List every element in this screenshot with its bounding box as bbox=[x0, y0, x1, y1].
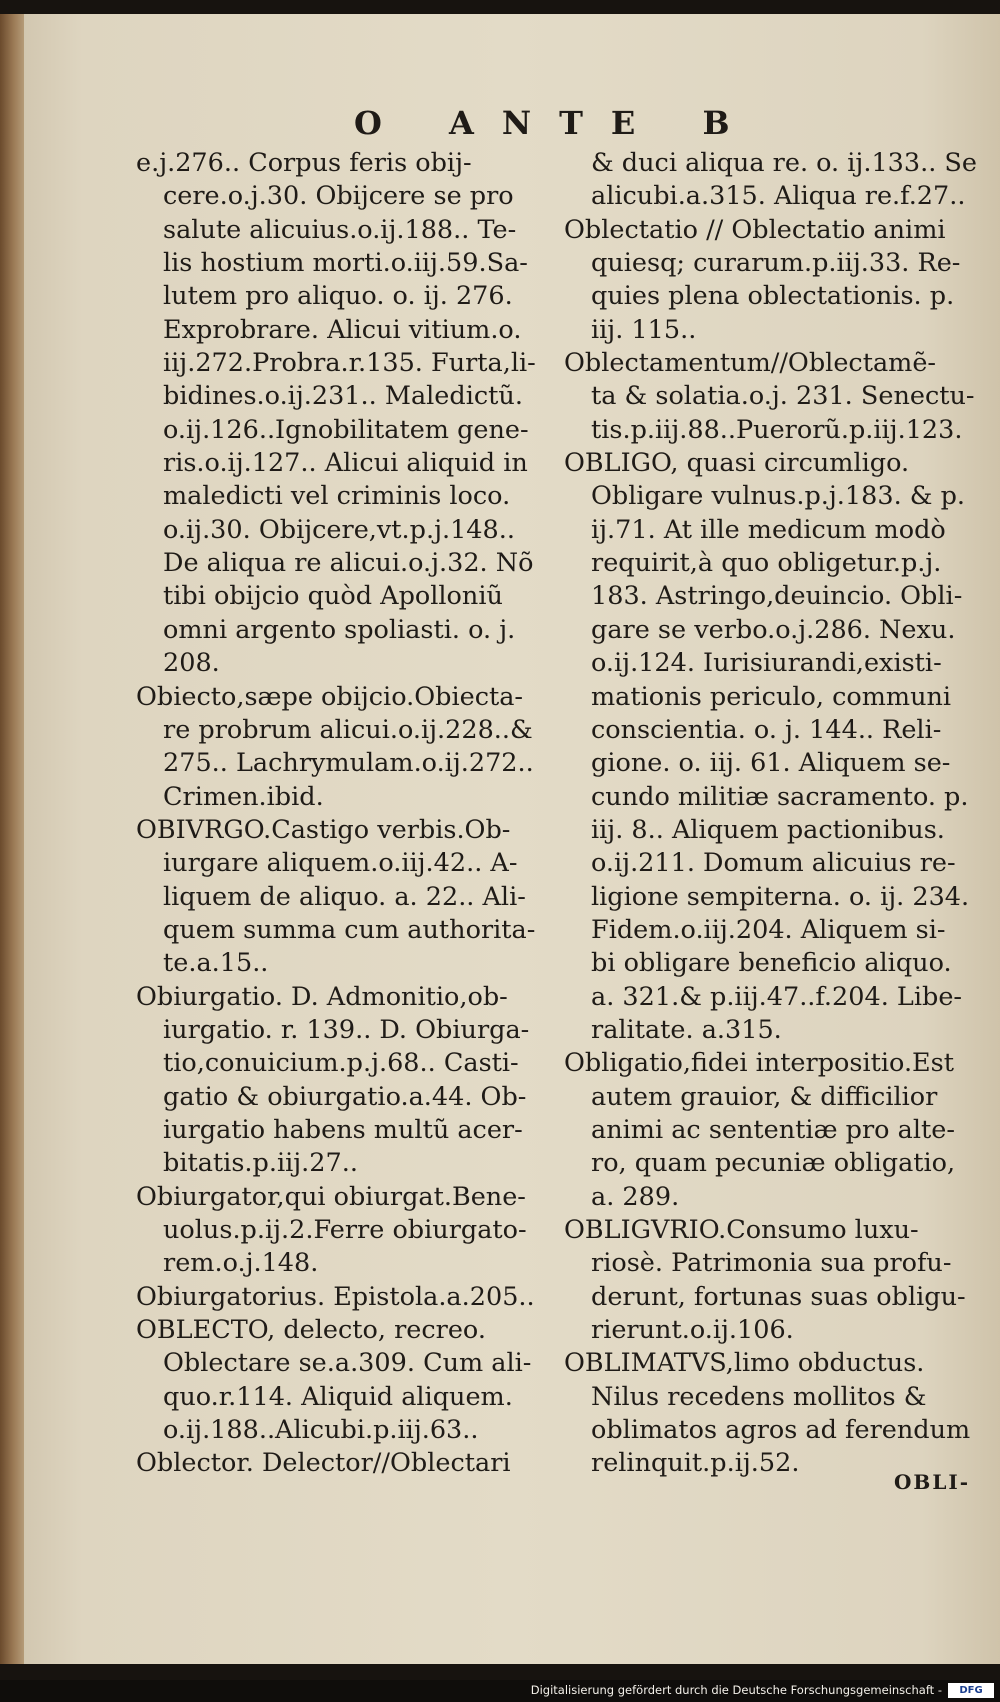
dictionary-entry: OBLECTO, delecto, recreo. Oblectare se.a.309. Cum ali- quo.r.114. Aliquid aliquem. o.ij.188..Alicubi.p.iij.63.. bbox=[136, 1315, 532, 1446]
running-head: O ANTE B bbox=[354, 104, 758, 142]
dfg-logo: DFG bbox=[948, 1683, 994, 1698]
catchword: OBLI- bbox=[894, 1470, 971, 1494]
dictionary-entry: Obiurgatio. D. Admonitio,ob- iurgatio. r. 139.. D. Obiurga- tio,conuicium.p.j.68.. Casti- gatio & obiurgatio.a.44. Ob- iurgatio habens multũ acer- bitatis.p.iij.27.. bbox=[136, 981, 530, 1179]
dictionary-entry: OBLIGO, quasi circumligo. Obligare vulnus.p.j.183. & p. ij.71. At ille medicum modò requirit,à quo obligetur.p.j. 183. Astringo,deuincio. Obli- gare se verbo.o.j.286. Nexu. o.ij.124. Iurisiurandi,existi- mationis periculo, communi conscientia. o. j. 144.. Reli- gione. o. iij. 61. Aliquem se- cundo militiæ sacramento. p. iij. 8.. Aliquem pactionibus. o.ij.211. Domum alicuius re- ligione sempiterna. o. ij. 234. Fidem.o.iij.204. Aliquem si- bi obligare beneficio aliquo. a. 321.& p.iij.47..f.204. Libe- ralitate. a.315. bbox=[564, 448, 970, 1045]
dictionary-entry: OBLIMATVS,limo obductus. Nilus recedens mollitos & oblimatos agros ad ferendum relinquit.p.ij.52. bbox=[564, 1348, 971, 1479]
dictionary-entry: Obiurgatorius. Epistola.a.205.. bbox=[136, 1281, 535, 1312]
dictionary-entry: Obiecto,sæpe obijcio.Obiecta- re probrum alicui.o.ij.228..& 275.. Lachrymulam.o.ij.272.. Crimen.ibid. bbox=[136, 681, 534, 812]
dictionary-entry: e.j.276.. Corpus feris obij- cere.o.j.30. Obijcere se pro salute alicuius.o.ij.188.. Te- lis hostium morti.o.iij.59.Sa- lutem pro aliquo. o. ij. 276. Exprobrare. Alicui vitium.o. iij.272.Probra.r.135. Furta,li- bidines.o.ij.231.. Maledictũ. o.ij.126..Ignobilitatem gene- ris.o.ij.127.. Alicui aliquid in maledicti vel criminis loco. o.ij.30. Obijcere,vt.p.j.148.. De aliqua re alicui.o.j.32. Nõ tibi obijcio quòd Apolloniũ omni argento spoliasti. o. j. 208. bbox=[136, 148, 536, 679]
dictionary-entry: Obiurgator,qui obiurgat.Bene- uolus.p.ij.2.Ferre obiurgato- rem.o.j.148. bbox=[136, 1181, 527, 1279]
book-page bbox=[24, 14, 1000, 1664]
dictionary-entry: OBLIGVRIO.Consumo luxu- riosè. Patrimonia sua profu- derunt, fortunas suas obligu- rierunt.o.ij.106. bbox=[564, 1215, 966, 1346]
dictionary-entry: Oblectamentum//Oblectamẽ- ta & solatia.o.j. 231. Senectu- tis.p.iij.88..Puerorũ.p.iij.123. bbox=[564, 348, 975, 445]
dictionary-entry: Oblectatio // Oblectatio animi quiesq; curarum.p.iij.33. Re- quies plena oblectationis. p. iij. 115.. bbox=[564, 214, 961, 345]
left-column bbox=[136, 147, 576, 1481]
dictionary-entry: Obligatio,fidei interpositio.Est autem grauior, & difficilior animi ac sententiæ pro alte- ro, quam pecuniæ obligatio, a. 289. bbox=[564, 1048, 956, 1212]
dictionary-entry: Oblector. Delector//Oblectari bbox=[136, 1448, 511, 1479]
funding-credit: Digitalisierung gefördert durch die Deutsche Forschungsgemeinschaft - bbox=[530, 1683, 942, 1697]
dictionary-entry-continuation: & duci aliqua re. o. ij.133.. Se alicubi.a.315. Aliqua re.f.27.. bbox=[591, 148, 977, 212]
right-column bbox=[564, 147, 984, 1481]
dictionary-entry: OBIVRGO.Castigo verbis.Ob- iurgare aliquem.o.iij.42.. A- liquem de aliquo. a. 22.. Ali- quem summa cum authorita- te.a.15.. bbox=[136, 814, 536, 979]
